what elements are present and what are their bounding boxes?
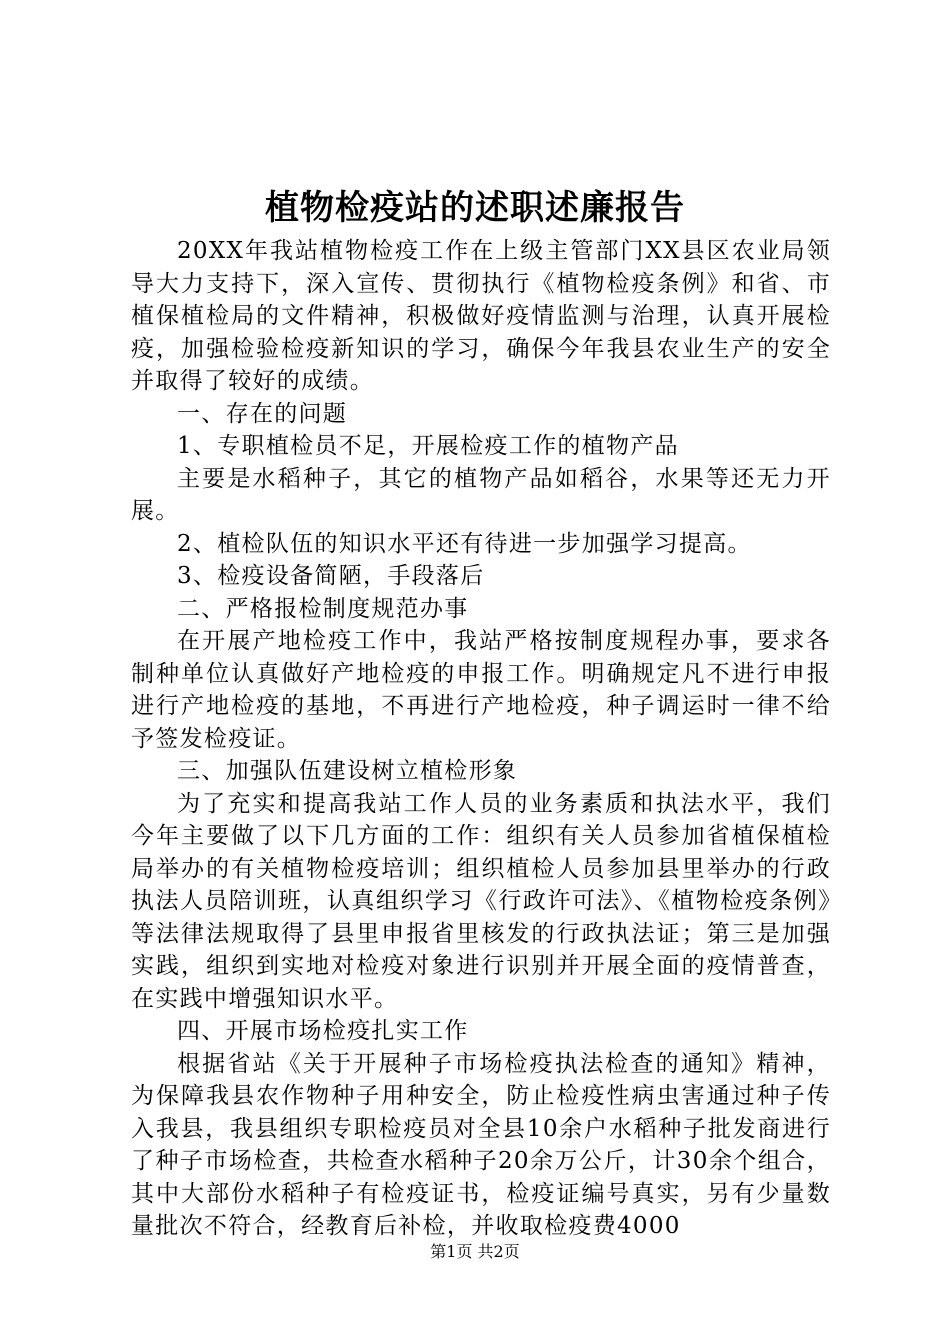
section-heading-1: 一、存在的问题 bbox=[177, 400, 348, 427]
section-heading-4: 四、开展市场检疫扎实工作 bbox=[177, 1018, 469, 1044]
paragraph-intro: 20XX年我站植物检疫工作在上级主管部门XX县区农业局领导大力支持下，深入宣传、贯彻执行《植物检疫条例》和省、市植保植检局的文件精神，积极做好疫情监测与治理，认真开展检疫，加强检验检疫新知识的学习，确保今年我县农业生产的安全并取得了较好的成绩。 bbox=[131, 238, 831, 394]
list-item-3: 3、检疫设备简陋，手段落后 bbox=[177, 563, 485, 589]
list-item-1: 1、专职植检员不足，开展检疫工作的植物产品 bbox=[177, 433, 679, 459]
list-item-2: 2、植检队伍的知识水平还有待进一步加强学习提高。 bbox=[177, 530, 752, 557]
paragraph-section-2: 在开展产地检疫工作中，我站严格按制度规程办事，要求各制种单位认真做好产地检疫的申报工作。明确规定凡不进行申报进行产地检疫的基地，不再进行产地检疫，种子调运时一律不给予签发检疫证。 bbox=[131, 628, 831, 752]
paragraph-section-3: 为了充实和提高我站工作人员的业务素质和执法水平，我们今年主要做了以下几方面的工作：组织有关人员参加省植保植检局举办的有关植物检疫培训；组织植检人员参加县里举办的行政执法人员陪训班，认真组织学习《行政许可法》、《植物检疫条例》等法律法规取得了县里申报省里核发的行政执法证；第三是加强实践，组织到实地对检疫对象进行识别并开展全面的疫情普查，在实践中增强知识水平。 bbox=[131, 790, 831, 1012]
document-title: 植物检疫站的述职述廉报告 bbox=[265, 188, 685, 228]
paragraph-section-4: 根据省站《关于开展种子市场检疫执法检查的通知》精神，为保障我县农作物种子用种安全，防止检疫性病虫害通过种子传入我县，我县组织专职检疫员对全县10余户水稻种子批发商进行了种子市场检查，共检查水稻种子20余万公斤，计30余个组合，其中大部份水稻种子有检疫证书，检疫证编号真实，另有少量数量批次不符合，经教育后补检，并收取检疫费4000 bbox=[131, 1050, 831, 1239]
section-heading-3: 三、加强队伍建设树立植检形象 bbox=[177, 758, 518, 784]
page-indicator: 第1页 共2页 bbox=[430, 1242, 520, 1261]
document-body bbox=[131, 235, 831, 1243]
paragraph-1-detail: 主要是水稻种子，其它的植物产品如稻谷，水果等还无力开展。 bbox=[131, 465, 831, 524]
section-heading-2: 二、严格报检制度规范办事 bbox=[177, 595, 469, 622]
